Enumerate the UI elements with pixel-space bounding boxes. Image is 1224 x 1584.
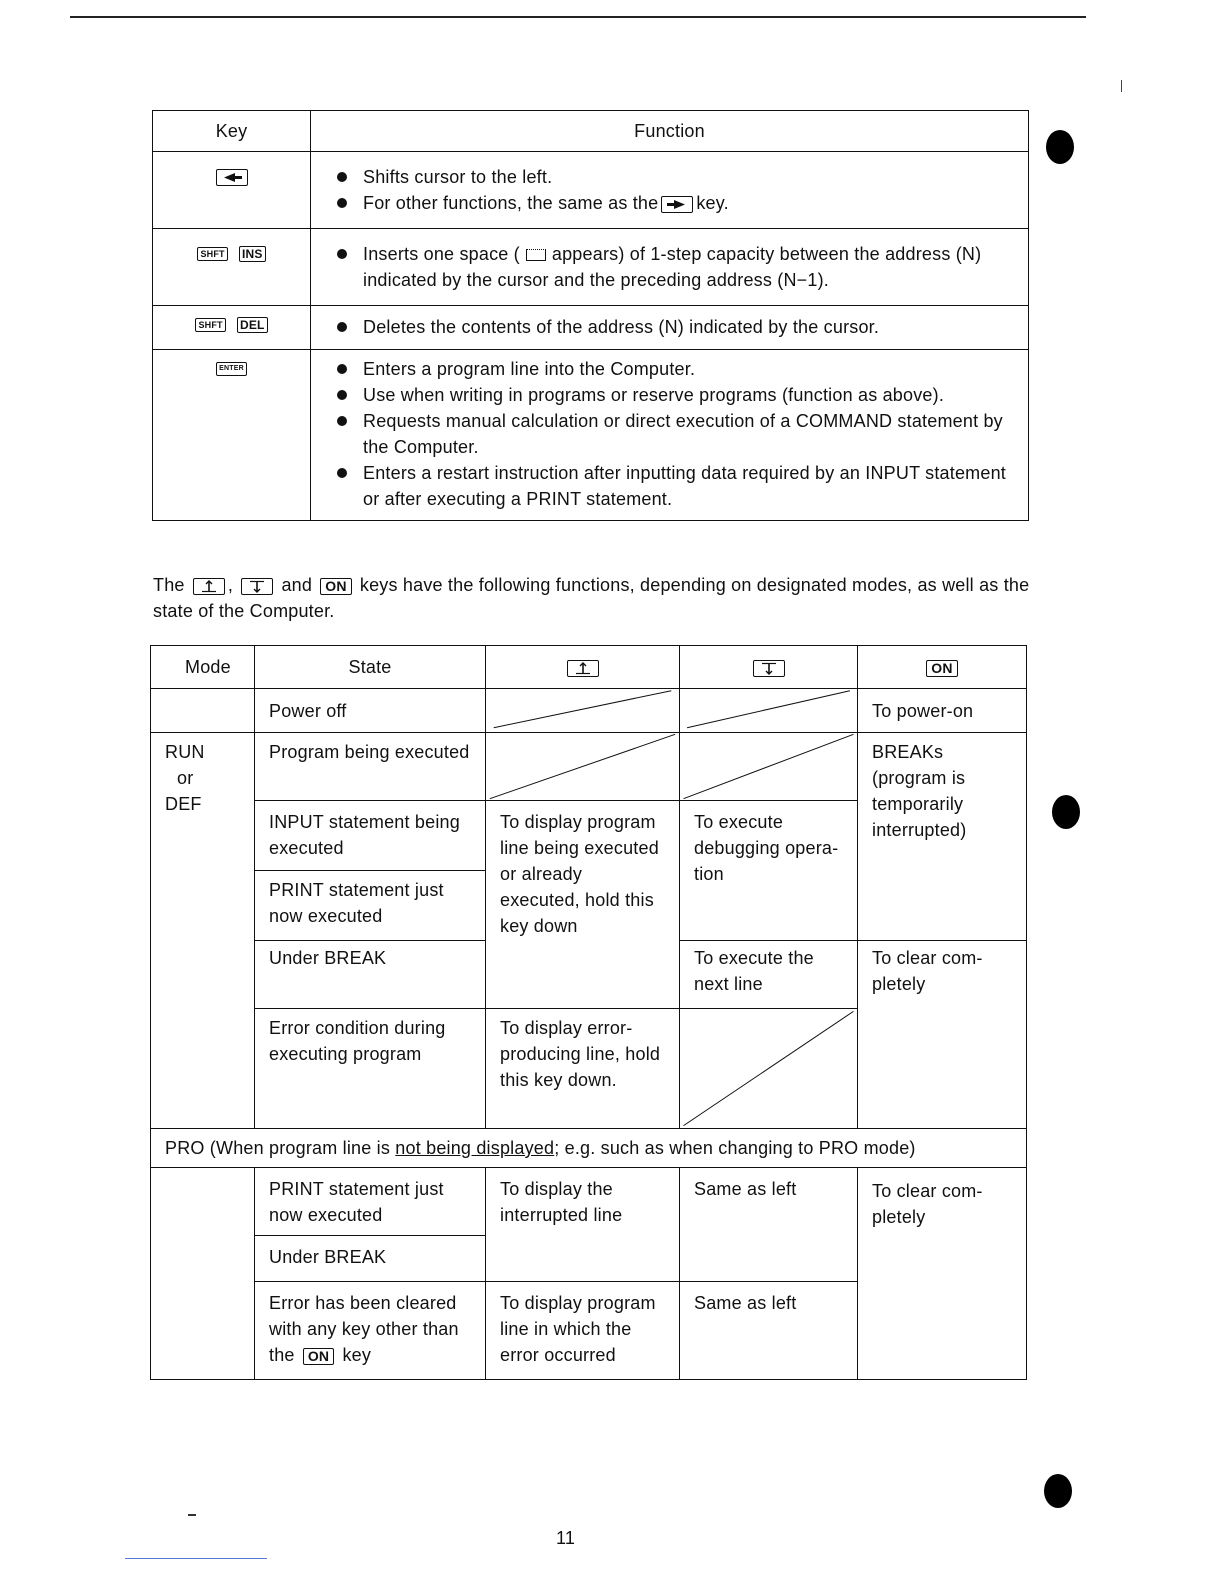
binder-hole-mark <box>1044 1474 1072 1508</box>
run-mode-label: RUN <box>165 742 205 762</box>
on-key-column-header <box>858 646 1027 689</box>
down-cell: To execute debugging opera- tion <box>680 801 858 941</box>
mode-table-header <box>151 646 1027 689</box>
on-cell: To power-on <box>858 689 1027 733</box>
key-table-header <box>153 111 1029 152</box>
def-mode-label: DEF <box>165 794 202 814</box>
left-arrow-key-icon <box>216 169 248 186</box>
down-cell: Same as left <box>680 1168 858 1282</box>
key-row-shift-ins <box>153 229 1029 306</box>
state-cell: PRINT statement just now executed <box>255 1168 486 1236</box>
or-label: or <box>177 768 194 788</box>
state-cell: Program being executed <box>255 733 486 801</box>
down-key-column-header <box>680 646 858 689</box>
up-cell: To display program line being executed or already executed, hold this key down <box>486 801 680 1009</box>
not-applicable-cell <box>680 733 858 801</box>
space-symbol-icon <box>526 249 546 261</box>
row-pro-print <box>151 1168 1027 1236</box>
pro-mode-heading: PRO (When program line is not being displayed; e.g. such as when changing to PRO mode) <box>151 1129 1027 1168</box>
down-arrow-key-icon <box>241 578 273 595</box>
stray-mark <box>188 1514 196 1516</box>
top-rule <box>70 16 1086 18</box>
function-item: Deletes the contents of the address (N) indicated by the cursor. <box>335 314 1018 340</box>
state-cell: INPUT statement being executed <box>255 801 486 871</box>
row-pro-mode <box>151 1129 1027 1168</box>
function-cell <box>311 306 1029 350</box>
function-cell <box>311 229 1029 306</box>
function-item: Enters a program line into the Computer. <box>335 356 1018 382</box>
bottom-rule <box>125 1558 267 1559</box>
up-arrow-key-icon <box>567 660 599 677</box>
binder-hole-mark <box>1046 130 1074 164</box>
right-arrow-key-icon <box>661 196 693 213</box>
state-cell: Error condition during executing program <box>255 1009 486 1129</box>
key-cell <box>153 152 311 229</box>
on-key-icon: ON <box>320 578 351 595</box>
function-item: For other functions, the same as the key. <box>335 190 1018 216</box>
key-function-table <box>152 110 1029 521</box>
up-cell: To display error- producing line, hold this key down. <box>486 1009 680 1129</box>
mode-cell <box>151 689 255 733</box>
not-applicable-cell <box>680 689 858 733</box>
enter-key-icon: ENTER <box>216 362 247 376</box>
state-column-header: State <box>255 646 486 689</box>
mode-column-header: Mode <box>151 646 255 689</box>
key-row-left-arrow <box>153 152 1029 229</box>
up-cell: To display the interrupted line <box>486 1168 680 1282</box>
function-item: Enters a restart instruction after inputting data required by an INPUT statement or after executing a PRINT statement. <box>335 460 1018 512</box>
row-program-executed <box>151 733 1027 801</box>
del-key-icon: DEL <box>237 317 268 333</box>
function-item: Use when writing in programs or reserve programs (function as above). <box>335 382 1018 408</box>
on-cell: To clear com- pletely <box>858 941 1027 1129</box>
binder-hole-mark <box>1052 795 1080 829</box>
key-cell <box>153 306 311 350</box>
intro-paragraph: The , and ON keys have the following functions, depending on designated modes, as well as the state of the Computer. <box>153 575 1030 621</box>
function-item: Requests manual calculation or direct execution of a COMMAND statement by the Computer. <box>335 408 1018 460</box>
not-applicable-cell <box>486 733 680 801</box>
function-cell <box>311 350 1029 521</box>
up-key-column-header <box>486 646 680 689</box>
key-column-header: Key <box>153 111 311 152</box>
mode-cell-pro <box>151 1168 255 1380</box>
down-arrow-key-icon <box>753 660 785 677</box>
shift-key-icon: SHFT <box>197 247 227 261</box>
function-column-header: Function <box>311 111 1029 152</box>
page-number: 11 <box>556 1528 576 1548</box>
state-cell: Under BREAK <box>255 941 486 1009</box>
on-key-icon: ON <box>926 660 957 677</box>
down-cell: To execute the next line <box>680 941 858 1009</box>
state-cell: Error has been cleared with any key other than the ON key <box>255 1282 486 1380</box>
on-key-icon: ON <box>303 1348 334 1365</box>
function-item: Shifts cursor to the left. <box>335 164 1018 190</box>
up-cell: To display program line in which the error occurred <box>486 1282 680 1380</box>
key-cell <box>153 350 311 521</box>
mode-state-table <box>150 645 1027 1380</box>
mode-cell-run-def <box>151 733 255 1129</box>
row-power-off <box>151 689 1027 733</box>
key-row-shift-del <box>153 306 1029 350</box>
key-cell <box>153 229 311 306</box>
up-arrow-key-icon <box>193 578 225 595</box>
not-applicable-cell <box>680 1009 858 1129</box>
not-applicable-cell <box>486 689 680 733</box>
ins-key-icon: INS <box>239 246 266 262</box>
state-cell: PRINT statement just now executed <box>255 871 486 941</box>
state-cell: Under BREAK <box>255 1236 486 1282</box>
on-cell: BREAKs (program is temporarily interrupted) <box>858 733 1027 941</box>
key-row-enter <box>153 350 1029 521</box>
margin-tick <box>1121 80 1122 92</box>
function-item: Inserts one space ( appears) of 1-step capacity between the address (N) indicated by the cursor and the preceding address (N−1). <box>335 241 1018 293</box>
on-cell: To clear com- pletely <box>858 1168 1027 1380</box>
function-cell <box>311 152 1029 229</box>
state-cell: Power off <box>255 689 486 733</box>
shift-key-icon: SHFT <box>195 318 225 332</box>
down-cell: Same as left <box>680 1282 858 1380</box>
